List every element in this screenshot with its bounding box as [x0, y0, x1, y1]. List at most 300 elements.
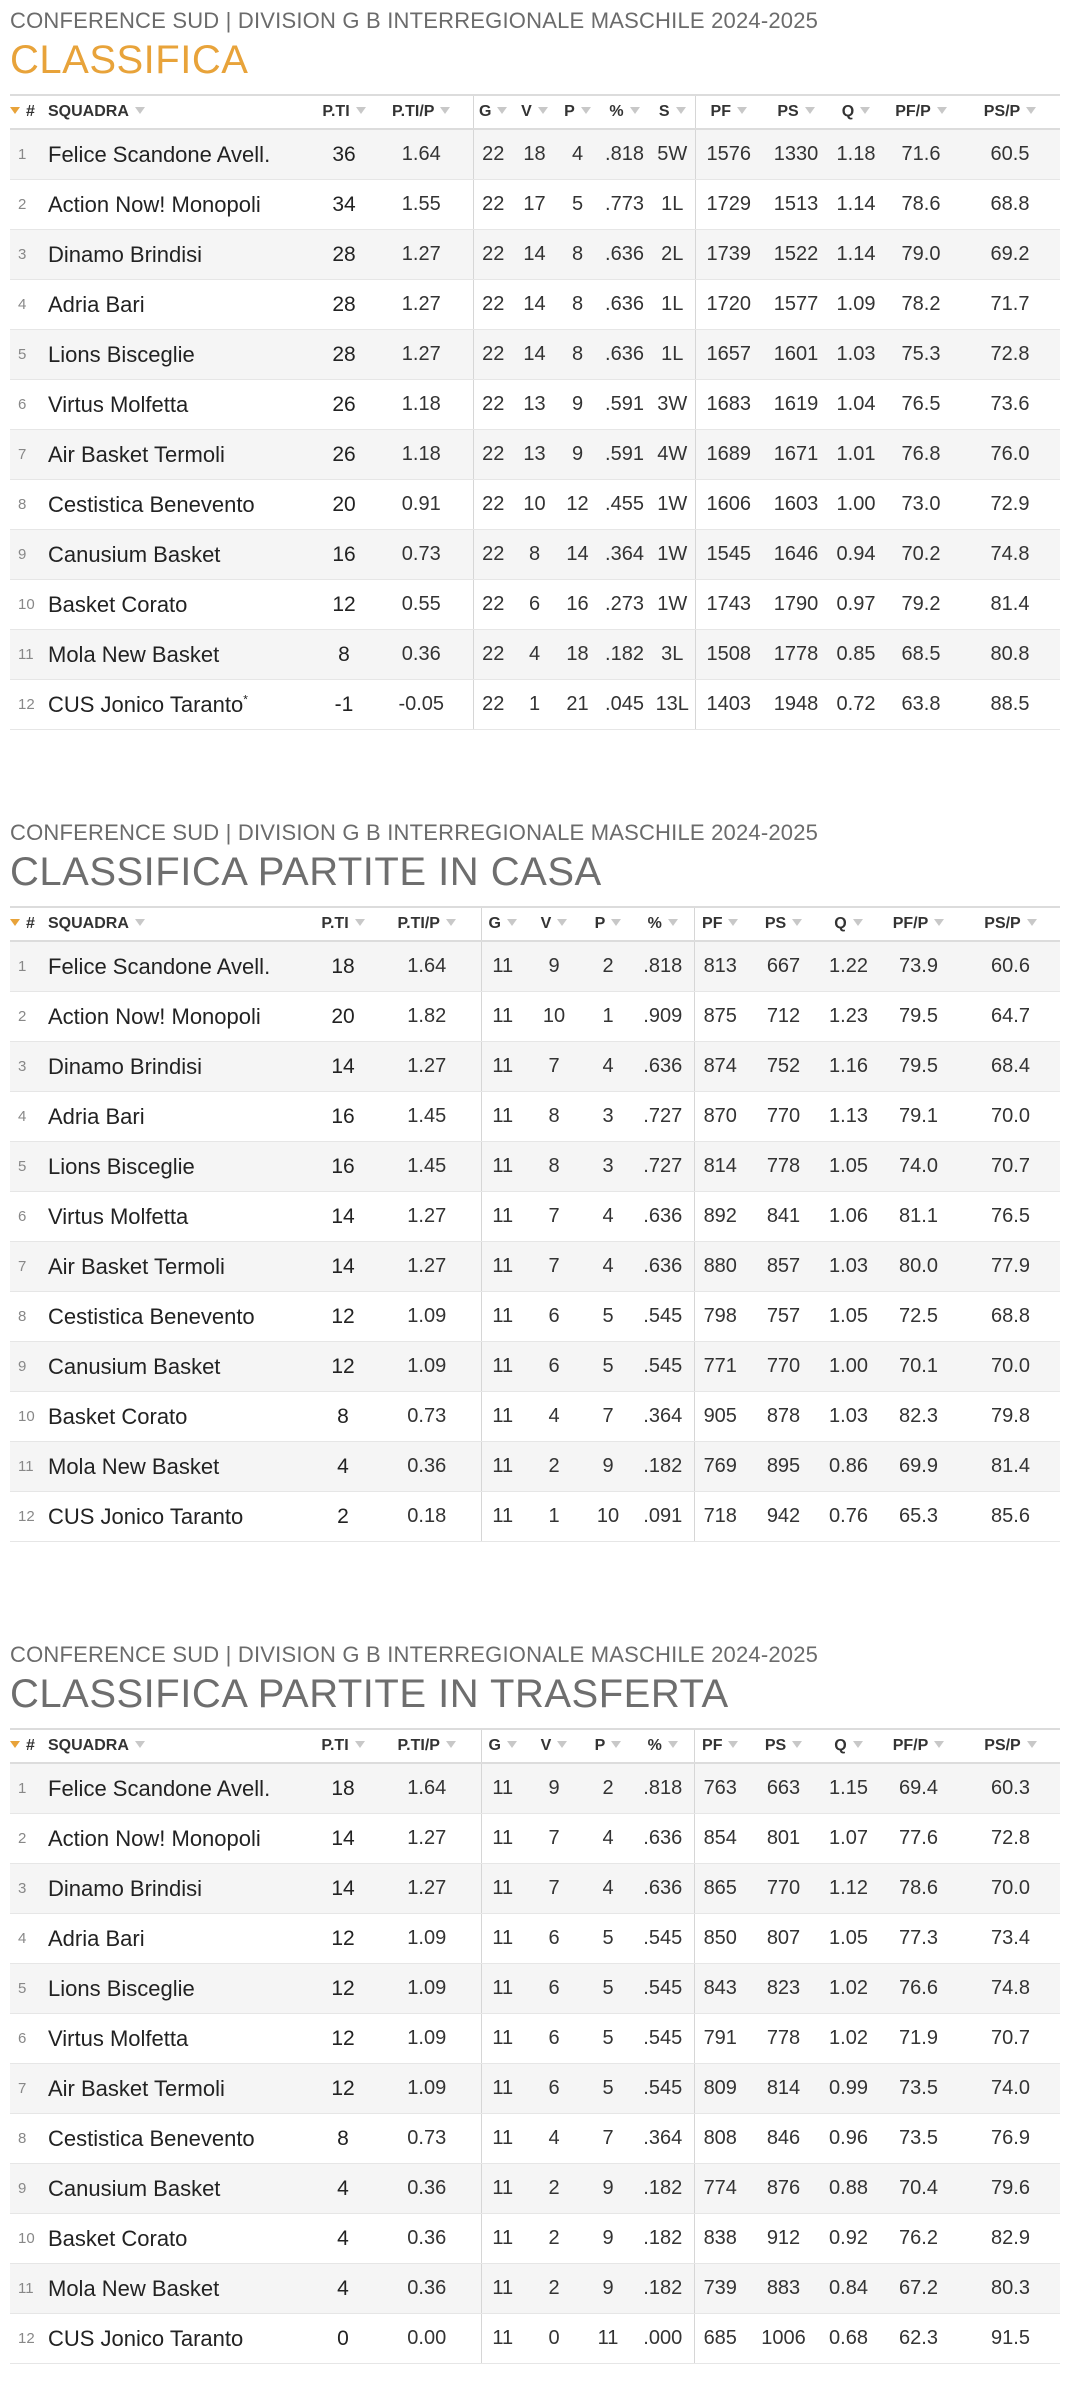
points-per-game-cell: 0.36 [373, 1442, 481, 1492]
team-name[interactable]: Air Basket Termoli [48, 430, 318, 480]
team-name[interactable]: Mola New Basket [48, 1442, 313, 1492]
pf-per-game-cell: 76.8 [882, 430, 960, 480]
games-cell: 11 [481, 992, 524, 1042]
pct-cell: .364 [599, 530, 650, 580]
rank-cell: 8 [10, 480, 48, 530]
header-ps-per-game[interactable]: PS/P [961, 1729, 1060, 1763]
points-per-game-cell: 1.09 [373, 1292, 481, 1342]
pct-cell: .591 [599, 430, 650, 480]
team-name[interactable]: Cestistica Benevento [48, 1292, 313, 1342]
header-losses[interactable]: P [584, 907, 632, 941]
losses-cell: 12 [556, 480, 599, 530]
header-wins[interactable]: V [524, 1729, 584, 1763]
pf-per-game-cell: 79.5 [876, 1042, 961, 1092]
team-name[interactable]: Cestistica Benevento [48, 2114, 313, 2164]
header-quotient[interactable]: Q [821, 907, 876, 941]
team-name[interactable]: Mola New Basket [48, 630, 318, 680]
pf-per-game-cell: 76.6 [876, 1964, 961, 2014]
pf-per-game-cell: 67.2 [876, 2264, 961, 2314]
wins-cell: 10 [524, 992, 584, 1042]
standings-overall [10, 8, 1060, 730]
team-name[interactable]: Lions Bisceglie [48, 1142, 313, 1192]
sort-arrow-icon [611, 1741, 621, 1748]
header-points-per-game[interactable]: P.TI/P [370, 95, 473, 129]
header-wins[interactable]: V [513, 95, 556, 129]
points-cell: 12 [313, 2014, 373, 2064]
header-team[interactable]: SQUADRA [48, 1729, 313, 1763]
points-per-game-cell: 0.18 [373, 1492, 481, 1542]
header-rank[interactable]: # [10, 1729, 48, 1763]
pf-per-game-cell: 77.6 [876, 1814, 961, 1864]
team-name[interactable]: Dinamo Brindisi [48, 230, 318, 280]
points-cell: 14 [313, 1864, 373, 1914]
team-name[interactable]: Basket Corato [48, 2214, 313, 2264]
pct-cell: .091 [632, 1492, 694, 1542]
streak-cell: 1L [650, 180, 695, 230]
team-name[interactable]: CUS Jonico Taranto [48, 2314, 313, 2364]
penalty-mark: * [243, 692, 248, 707]
header-points-for[interactable]: PF [695, 95, 762, 129]
ps-per-game-cell: 77.9 [961, 1242, 1060, 1292]
points-for-cell: 1683 [695, 380, 762, 430]
team-name[interactable]: Basket Corato [48, 1392, 313, 1442]
wins-cell: 4 [524, 2114, 584, 2164]
points-for-cell: 813 [694, 941, 746, 992]
table-row [10, 380, 1060, 430]
table-row [10, 1242, 1060, 1292]
points-against-cell: 876 [746, 2164, 821, 2214]
wins-cell: 4 [513, 630, 556, 680]
team-name[interactable]: Adria Bari [48, 1914, 313, 1964]
points-for-cell: 769 [694, 1442, 746, 1492]
pct-cell: .000 [632, 2314, 694, 2364]
sort-arrow-icon [497, 107, 507, 114]
rank-cell: 4 [10, 280, 48, 330]
points-against-cell: 1577 [762, 280, 830, 330]
points-for-cell: 685 [694, 2314, 746, 2364]
wins-cell: 1 [524, 1492, 584, 1542]
sort-arrow-icon [728, 1741, 738, 1748]
quotient-cell: 1.02 [821, 2014, 876, 2064]
header-team[interactable]: SQUADRA [48, 95, 318, 129]
sort-arrow-icon [355, 919, 365, 926]
streak-cell: 1W [650, 480, 695, 530]
points-per-game-cell: 1.09 [373, 2064, 481, 2114]
games-cell: 11 [481, 1042, 524, 1092]
points-against-cell: 752 [746, 1042, 821, 1092]
team-name[interactable]: Action Now! Monopoli [48, 992, 313, 1042]
pct-cell: .636 [632, 1242, 694, 1292]
ps-per-game-cell: 69.2 [960, 230, 1060, 280]
quotient-cell: 1.05 [821, 1292, 876, 1342]
table-row [10, 2214, 1060, 2264]
rank-cell: 12 [10, 1492, 48, 1542]
team-name[interactable]: Adria Bari [48, 280, 318, 330]
pct-cell: .045 [599, 680, 650, 730]
quotient-cell: 1.15 [821, 1763, 876, 1814]
sort-arrow-icon [792, 1741, 802, 1748]
header-points-for[interactable]: PF [694, 1729, 746, 1763]
table-row [10, 1142, 1060, 1192]
quotient-cell: 1.02 [821, 1964, 876, 2014]
losses-cell: 4 [584, 1042, 632, 1092]
ps-per-game-cell: 74.0 [961, 2064, 1060, 2114]
header-pct[interactable]: % [599, 95, 650, 129]
pct-cell: .727 [632, 1142, 694, 1192]
games-cell: 11 [481, 1342, 524, 1392]
pct-cell: .636 [632, 1042, 694, 1092]
points-cell: 18 [313, 1763, 373, 1814]
pf-per-game-cell: 69.4 [876, 1763, 961, 1814]
points-for-cell: 1739 [695, 230, 762, 280]
rank-cell: 9 [10, 1342, 48, 1392]
header-rank[interactable]: # [10, 95, 48, 129]
wins-cell: 13 [513, 430, 556, 480]
rank-cell: 3 [10, 230, 48, 280]
pct-cell: .545 [632, 2014, 694, 2064]
ps-per-game-cell: 72.8 [961, 1814, 1060, 1864]
points-cell: 14 [313, 1042, 373, 1092]
pf-per-game-cell: 75.3 [882, 330, 960, 380]
points-for-cell: 739 [694, 2264, 746, 2314]
games-cell: 11 [481, 1442, 524, 1492]
sort-arrow-icon [668, 919, 678, 926]
header-streak[interactable]: S [650, 95, 695, 129]
quotient-cell: 0.68 [821, 2314, 876, 2364]
table-row [10, 180, 1060, 230]
points-cell: 28 [318, 330, 370, 380]
wins-cell: 9 [524, 941, 584, 992]
wins-cell: 13 [513, 380, 556, 430]
table-row [10, 330, 1060, 380]
points-for-cell: 809 [694, 2064, 746, 2114]
header-team[interactable]: SQUADRA [48, 907, 313, 941]
ps-per-game-cell: 85.6 [961, 1492, 1060, 1542]
table-row [10, 280, 1060, 330]
games-cell: 11 [481, 1292, 524, 1342]
team-name[interactable]: Virtus Molfetta [48, 1192, 313, 1242]
losses-cell: 2 [584, 1763, 632, 1814]
points-per-game-cell: 1.27 [373, 1242, 481, 1292]
team-name[interactable]: CUS Jonico Taranto [48, 1492, 313, 1542]
ps-per-game-cell: 79.8 [961, 1392, 1060, 1442]
pct-cell: .636 [632, 1814, 694, 1864]
header-losses[interactable]: P [584, 1729, 632, 1763]
points-for-cell: 880 [694, 1242, 746, 1292]
header-points-for[interactable]: PF [694, 907, 746, 941]
ps-per-game-cell: 60.5 [960, 129, 1060, 180]
points-against-cell: 1671 [762, 430, 830, 480]
pct-cell: .182 [632, 2264, 694, 2314]
points-for-cell: 774 [694, 2164, 746, 2214]
ps-per-game-cell: 82.9 [961, 2214, 1060, 2264]
losses-cell: 21 [556, 680, 599, 730]
points-for-cell: 798 [694, 1292, 746, 1342]
header-points-per-game[interactable]: P.TI/P [373, 907, 481, 941]
header-pct[interactable]: % [632, 1729, 694, 1763]
header-pf-per-game[interactable]: PF/P [876, 1729, 961, 1763]
quotient-cell: 0.99 [821, 2064, 876, 2114]
quotient-cell: 0.88 [821, 2164, 876, 2214]
rank-cell: 5 [10, 330, 48, 380]
points-per-game-cell: 1.64 [373, 1763, 481, 1814]
points-cell: 16 [318, 530, 370, 580]
points-cell: 26 [318, 430, 370, 480]
points-against-cell: 1601 [762, 330, 830, 380]
games-cell: 11 [481, 2214, 524, 2264]
table-row [10, 1442, 1060, 1492]
losses-cell: 5 [584, 1964, 632, 2014]
points-for-cell: 814 [694, 1142, 746, 1192]
header-games[interactable]: G [481, 907, 524, 941]
losses-cell: 3 [584, 1092, 632, 1142]
points-against-cell: 770 [746, 1092, 821, 1142]
team-name[interactable]: Canusium Basket [48, 1342, 313, 1392]
streak-cell: 1W [650, 580, 695, 630]
sort-arrow-icon [538, 107, 548, 114]
team-name[interactable]: Air Basket Termoli [48, 1242, 313, 1292]
rank-cell: 4 [10, 1092, 48, 1142]
pf-per-game-cell: 73.9 [876, 941, 961, 992]
points-per-game-cell: 1.82 [373, 992, 481, 1042]
rank-cell: 2 [10, 992, 48, 1042]
losses-cell: 16 [556, 580, 599, 630]
pct-cell: .545 [632, 1342, 694, 1392]
wins-cell: 2 [524, 2264, 584, 2314]
wins-cell: 2 [524, 2164, 584, 2214]
rank-cell: 1 [10, 129, 48, 180]
pf-per-game-cell: 82.3 [876, 1392, 961, 1442]
pct-cell: .591 [599, 380, 650, 430]
team-name[interactable]: Action Now! Monopoli [48, 1814, 313, 1864]
pct-cell: .773 [599, 180, 650, 230]
header-points-against[interactable]: PS [762, 95, 830, 129]
table-row [10, 630, 1060, 680]
points-cell: 12 [313, 1914, 373, 1964]
games-cell: 11 [481, 1242, 524, 1292]
streak-cell: 2L [650, 230, 695, 280]
quotient-cell: 0.96 [821, 2114, 876, 2164]
header-rank[interactable]: # [10, 907, 48, 941]
header-points[interactable]: P.TI [318, 95, 370, 129]
pf-per-game-cell: 70.2 [882, 530, 960, 580]
games-cell: 11 [481, 1914, 524, 1964]
header-quotient[interactable]: Q [830, 95, 882, 129]
header-losses[interactable]: P [556, 95, 599, 129]
rank-cell: 3 [10, 1042, 48, 1092]
wins-cell: 6 [524, 1292, 584, 1342]
team-name[interactable]: Cestistica Benevento [48, 480, 318, 530]
wins-cell: 6 [513, 580, 556, 630]
ps-per-game-cell: 68.8 [961, 1292, 1060, 1342]
sort-arrow-icon [792, 919, 802, 926]
losses-cell: 7 [584, 2114, 632, 2164]
games-cell: 11 [481, 1964, 524, 2014]
header-games[interactable]: G [481, 1729, 524, 1763]
table-row [10, 2164, 1060, 2214]
points-per-game-cell: 0.73 [373, 1392, 481, 1442]
points-cell: 4 [313, 1442, 373, 1492]
team-name[interactable]: Felice Scandone Avell. [48, 941, 313, 992]
section-title: CLASSIFICA PARTITE IN TRASFERTA [10, 1672, 729, 1716]
ps-per-game-cell: 81.4 [961, 1442, 1060, 1492]
streak-cell: 4W [650, 430, 695, 480]
wins-cell: 6 [524, 2064, 584, 2114]
pct-cell: .636 [632, 1192, 694, 1242]
table-row [10, 2064, 1060, 2114]
streak-cell: 1W [650, 530, 695, 580]
points-cell: 36 [318, 129, 370, 180]
header-quotient[interactable]: Q [821, 1729, 876, 1763]
pct-cell: .182 [632, 1442, 694, 1492]
games-cell: 22 [473, 480, 513, 530]
header-pf-per-game[interactable]: PF/P [876, 907, 961, 941]
section-title: CLASSIFICA PARTITE IN CASA [10, 850, 602, 894]
team-name[interactable]: Basket Corato [48, 580, 318, 630]
pf-per-game-cell: 63.8 [882, 680, 960, 730]
points-cell: 20 [318, 480, 370, 530]
pf-per-game-cell: 68.5 [882, 630, 960, 680]
rank-cell: 9 [10, 530, 48, 580]
table-row [10, 580, 1060, 630]
rank-cell: 10 [10, 2214, 48, 2264]
points-cell: 12 [313, 1342, 373, 1392]
team-name[interactable]: Felice Scandone Avell. [48, 1763, 313, 1814]
games-cell: 22 [473, 580, 513, 630]
team-name[interactable]: CUS Jonico Taranto* [48, 680, 318, 730]
table-row [10, 2014, 1060, 2064]
team-name[interactable]: Dinamo Brindisi [48, 1042, 313, 1092]
points-for-cell: 865 [694, 1864, 746, 1914]
points-against-cell: 878 [746, 1392, 821, 1442]
table-row [10, 1914, 1060, 1964]
sort-arrow-icon [446, 919, 456, 926]
losses-cell: 8 [556, 280, 599, 330]
header-points[interactable]: P.TI [313, 907, 373, 941]
standings-away [10, 1642, 1060, 2364]
pf-per-game-cell: 76.2 [876, 2214, 961, 2264]
team-name[interactable]: Action Now! Monopoli [48, 180, 318, 230]
ps-per-game-cell: 72.9 [960, 480, 1060, 530]
header-points-against[interactable]: PS [746, 1729, 821, 1763]
standings-table [10, 1728, 1060, 2364]
ps-per-game-cell: 68.4 [961, 1042, 1060, 1092]
pct-cell: .273 [599, 580, 650, 630]
quotient-cell: 1.09 [830, 280, 882, 330]
points-for-cell: 875 [694, 992, 746, 1042]
sort-arrow-icon [937, 107, 947, 114]
team-name[interactable]: Canusium Basket [48, 2164, 313, 2214]
team-name[interactable]: Adria Bari [48, 1092, 313, 1142]
team-name[interactable]: Canusium Basket [48, 530, 318, 580]
team-name[interactable]: Virtus Molfetta [48, 2014, 313, 2064]
header-points-against[interactable]: PS [746, 907, 821, 941]
points-cell: 4 [313, 2164, 373, 2214]
points-against-cell: 846 [746, 2114, 821, 2164]
header-pf-per-game[interactable]: PF/P [882, 95, 960, 129]
table-row [10, 129, 1060, 180]
points-per-game-cell: 1.64 [373, 941, 481, 992]
points-against-cell: 942 [746, 1492, 821, 1542]
team-name[interactable]: Virtus Molfetta [48, 380, 318, 430]
quotient-cell: 1.07 [821, 1814, 876, 1864]
header-pct[interactable]: % [632, 907, 694, 941]
team-name[interactable]: Felice Scandone Avell. [48, 129, 318, 180]
points-for-cell: 1657 [695, 330, 762, 380]
rank-cell: 1 [10, 1763, 48, 1814]
losses-cell: 5 [584, 2014, 632, 2064]
team-name[interactable]: Lions Bisceglie [48, 330, 318, 380]
games-cell: 22 [473, 180, 513, 230]
wins-cell: 7 [524, 1042, 584, 1092]
rank-cell: 7 [10, 1242, 48, 1292]
header-ps-per-game[interactable]: PS/P [960, 95, 1060, 129]
sort-arrow-icon [356, 107, 366, 114]
ps-per-game-cell: 64.7 [961, 992, 1060, 1042]
points-for-cell: 718 [694, 1492, 746, 1542]
header-games[interactable]: G [473, 95, 513, 129]
points-for-cell: 1403 [695, 680, 762, 730]
table-row [10, 992, 1060, 1042]
points-for-cell: 1545 [695, 530, 762, 580]
sort-arrow-icon [1027, 919, 1037, 926]
header-points[interactable]: P.TI [313, 1729, 373, 1763]
points-cell: 12 [313, 2064, 373, 2114]
team-name[interactable]: Lions Bisceglie [48, 1964, 313, 2014]
header-points-per-game[interactable]: P.TI/P [373, 1729, 481, 1763]
pct-cell: .727 [632, 1092, 694, 1142]
games-cell: 11 [481, 1814, 524, 1864]
games-cell: 11 [481, 1192, 524, 1242]
losses-cell: 5 [584, 1292, 632, 1342]
points-against-cell: 1603 [762, 480, 830, 530]
team-name[interactable]: Mola New Basket [48, 2264, 313, 2314]
pf-per-game-cell: 78.6 [882, 180, 960, 230]
pf-per-game-cell: 71.6 [882, 129, 960, 180]
points-for-cell: 1743 [695, 580, 762, 630]
rank-cell: 2 [10, 180, 48, 230]
points-against-cell: 663 [746, 1763, 821, 1814]
points-cell: 2 [313, 1492, 373, 1542]
wins-cell: 6 [524, 1964, 584, 2014]
losses-cell: 1 [584, 992, 632, 1042]
points-against-cell: 770 [746, 1864, 821, 1914]
ps-per-game-cell: 76.0 [960, 430, 1060, 480]
losses-cell: 4 [584, 1242, 632, 1292]
team-name[interactable]: Air Basket Termoli [48, 2064, 313, 2114]
games-cell: 11 [481, 1392, 524, 1442]
wins-cell: 8 [524, 1092, 584, 1142]
ps-per-game-cell: 73.6 [960, 380, 1060, 430]
points-per-game-cell: 0.00 [373, 2314, 481, 2364]
quotient-cell: 0.84 [821, 2264, 876, 2314]
points-cell: 14 [313, 1192, 373, 1242]
ps-per-game-cell: 70.0 [961, 1864, 1060, 1914]
standings-table [10, 94, 1060, 730]
table-row [10, 1763, 1060, 1814]
table-row [10, 2314, 1060, 2364]
sort-arrow-icon [934, 1741, 944, 1748]
ps-per-game-cell: 88.5 [960, 680, 1060, 730]
points-cell: 20 [313, 992, 373, 1042]
header-wins[interactable]: V [524, 907, 584, 941]
header-ps-per-game[interactable]: PS/P [961, 907, 1060, 941]
games-cell: 11 [481, 1492, 524, 1542]
points-for-cell: 808 [694, 2114, 746, 2164]
team-name[interactable]: Dinamo Brindisi [48, 1864, 313, 1914]
rank-cell: 11 [10, 2264, 48, 2314]
wins-cell: 14 [513, 230, 556, 280]
